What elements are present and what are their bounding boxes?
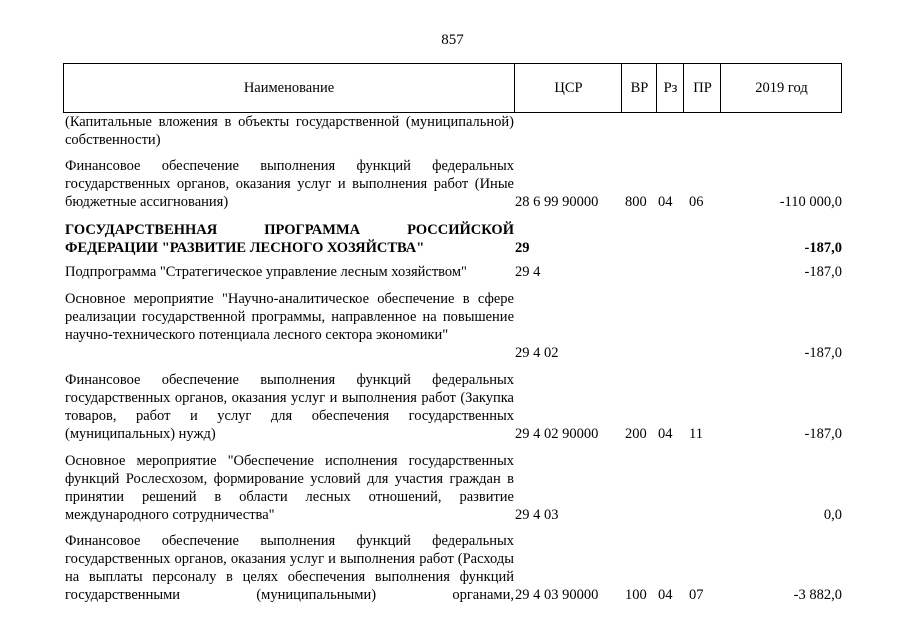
header-rz: Рз (656, 64, 684, 112)
row-csr: 29 (515, 240, 530, 256)
table-row (63, 113, 842, 149)
row-name: Основное мероприятие "Обеспечение исполнения государственных функций Рослесхозом, формирование условий для участия граждан в принятии решений в области лесных отношений, развитие международного сотрудничества" (65, 453, 514, 523)
table-row (63, 452, 842, 524)
row-amount: -187,0 (804, 345, 842, 361)
table-row (63, 157, 842, 211)
header-pr: ПР (683, 64, 721, 112)
row-amount: -3 882,0 (793, 587, 842, 603)
table-row (63, 263, 842, 281)
row-pr: 11 (689, 426, 703, 442)
row-csr: 29 4 02 90000 (515, 426, 599, 442)
row-name: Финансовое обеспечение выполнения функций федеральных государственных органов, оказания услуг и выполнения работ (Закупка товаров, работ и услуг для обеспечения государственных (муниципальных) нужд) (65, 372, 514, 442)
row-amount: -187,0 (804, 426, 842, 442)
row-vr: 200 (625, 426, 647, 442)
row-name: (Капитальные вложения в объекты государственной (муниципальной) собственности) (65, 114, 514, 148)
header-name: Наименование (243, 80, 335, 96)
row-csr: 29 4 03 90000 (515, 587, 599, 603)
header-year: 2019 год (720, 64, 842, 112)
row-name: Финансовое обеспечение выполнения функций федеральных государственных органов, оказания услуг и выполнения работ (Расходы на выплаты персоналу в целях обеспечения выполнения функций государственными (муниципальными) органами, (65, 533, 514, 603)
row-amount: 0,0 (823, 507, 842, 523)
row-amount: -187,0 (804, 264, 842, 280)
header-csr: ЦСР (514, 64, 622, 112)
row-vr: 800 (625, 194, 647, 210)
row-pr: 06 (689, 194, 704, 210)
table-row (63, 532, 842, 604)
row-rz: 04 (658, 426, 673, 442)
row-csr: 29 4 02 (515, 345, 559, 361)
row-csr: 28 6 99 90000 (515, 194, 599, 210)
row-rz: 04 (658, 587, 673, 603)
table-row (63, 290, 842, 362)
header-vr: ВР (621, 64, 657, 112)
table-header (63, 63, 842, 113)
row-pr: 07 (689, 587, 704, 603)
table-row (63, 371, 842, 443)
row-amount: -110 000,0 (779, 194, 842, 210)
row-vr: 100 (625, 587, 647, 603)
row-amount: -187,0 (804, 240, 842, 256)
table-row (63, 221, 842, 257)
row-name: Основное мероприятие "Научно-аналитическое обеспечение в сфере реализации государственной программы, направленное на повышение научно-технического потенциала лесного сектора экономики" (65, 291, 514, 343)
page-number: 857 (441, 32, 464, 48)
row-rz: 04 (658, 194, 673, 210)
row-csr: 29 4 03 (515, 507, 559, 523)
row-name: Финансовое обеспечение выполнения функций федеральных государственных органов, оказания услуг и выполнения работ (Иные бюджетные ассигнования) (65, 158, 514, 210)
row-csr: 29 4 (515, 264, 541, 280)
row-name: ГОСУДАРСТВЕННАЯ ПРОГРАММА РОССИЙСКОЙ ФЕДЕРАЦИИ "РАЗВИТИЕ ЛЕСНОГО ХОЗЯЙСТВА" (65, 222, 514, 256)
row-name: Подпрограмма "Стратегическое управление лесным хозяйством" (65, 264, 467, 280)
